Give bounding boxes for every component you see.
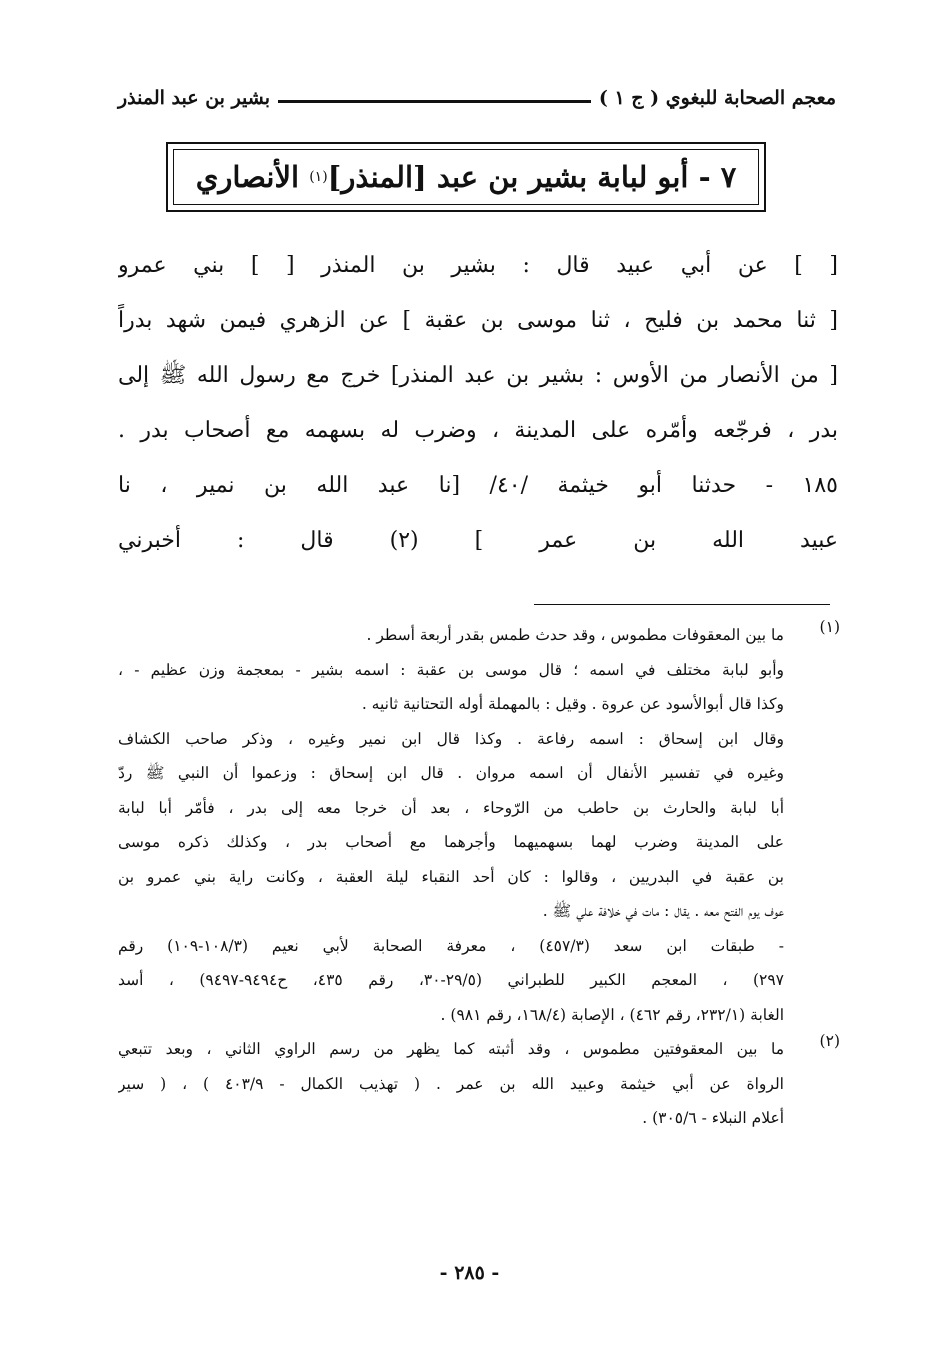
body-line: [ ] عن أبي عبيد قال : بشير بن المنذر [ ] بني عمرو [118, 253, 838, 278]
footnote-separator [534, 604, 830, 605]
entry-title-note-ref: (١) [309, 169, 328, 185]
entry-title-suffix: الأنصاري [195, 160, 300, 194]
footnote-line: ٢٩٧) ، المعجم الكبير للطبراني (٢٩/٥-٣٠، رقم ٤٣٥، ح٩٤٩٤-٩٤٩٧) ، أسد [118, 971, 784, 989]
footnote-line: أبا لبابة والحارث بن حاطب من الرّوحاء ، بعد أن خرجا معه إلى بدر ، فأمّر أبا لبابة [118, 798, 784, 817]
header-book-title: معجم الصحابة للبغوي ( ج ١ ) [598, 87, 836, 109]
footnote-line: عوف يوم الفتح معه . يقال : مات في خلافة علي ﷺ . [542, 902, 784, 920]
footnote-line: ما بين المعقوفتين مطموس ، وقد أثبته كما يظهر من رسم الراوي الثاني ، وبعد تتبعي [118, 1040, 784, 1058]
footnote-1 [118, 618, 840, 1032]
header-entry-name: بشير بن عبد المنذر [118, 87, 271, 109]
footnote-line: - طبقات ابن سعد (٤٥٧/٣) ، معرفة الصحابة لأبي نعيم (١٠٨/٣-١٠٩) رقم [118, 936, 784, 955]
header-rule [278, 100, 591, 103]
footnote-line: ما بين المعقوفات مطموس ، وقد حدث طمس بقدر أربعة أسطر . [366, 626, 784, 644]
footnote-2 [118, 1032, 840, 1136]
body-line: [ ثنا محمد بن فليح ، ثنا موسى بن عقبة ] عن الزهري فيمن شهد بدراً [118, 308, 838, 333]
running-header [118, 84, 836, 112]
footnote-line: وغيره في تفسير الأنفال أن اسمه مروان . قال ابن إسحاق : وزعموا أن النبي ﷺ ردّ [118, 764, 784, 782]
body-line: عبيد الله بن عمر ] (٢) قال : أخبرني [118, 528, 838, 553]
footnote-line: على المدينة وضرب لهما بسهميهما وأجرهما مع أصحاب بدر ، وكذلك ذكره موسى [118, 833, 784, 851]
page-number: - ٢٨٥ - [439, 1262, 500, 1284]
main-text [118, 238, 838, 568]
footnote-line: وأبو لبابة مختلف في اسمه ؛ قال موسى بن عقبة : اسمه بشير - بمعجمة وزن عظيم - ، [118, 660, 784, 679]
entry-title [168, 144, 764, 210]
body-line: ١٨٥ - حدثنا أبو خيثمة /٤٠/ [نا عبد الله بن نمير ، نا [118, 473, 838, 498]
footnote-line: الغابة (٢٣٢/١، رقم ٤٦٢) ، الإصابة (١٦٨/٤، رقم ٩٨١) . [440, 1005, 784, 1024]
footnote-line: وكذا قال أبوالأسود عن عروة . وقيل : بالمهملة أوله التحتانية ثانيه . [361, 695, 784, 713]
entry-title-text: ٧ - أبو لبابة بشير بن عبد [المنذر] [327, 160, 737, 194]
footnote-line: أعلام النبلاء - ٣٠٥/٦) . [642, 1109, 784, 1127]
footnote-line: وقال ابن إسحاق : اسمه رفاعة . وكذا قال ابن نمير وغيره ، وذكر صاحب الكشاف [118, 729, 784, 748]
body-line: بدر ، فرجّعه وأمّره على المدينة ، وضرب له بسهمه مع أصحاب بدر . [118, 418, 838, 443]
footnote-line: الرواة عن أبي خيثمة وعبيد الله بن عمر . ( تهذيب الكمال - ٤٠٣/٩ ) ، ( سير [118, 1074, 784, 1093]
footnotes [118, 618, 840, 1136]
footnote-number: (٢) [819, 1032, 840, 1050]
footnote-line: بن عقبة في البدريين ، وقالوا : كان أحد النقباء ليلة العقبة ، وكانت راية بني عمرو بن [118, 867, 784, 886]
entry-title-box [166, 142, 766, 212]
body-line: [ من الأنصار من الأوس : بشير بن عبد المنذر] خرج مع رسول الله ﷺ إلى [118, 363, 838, 388]
footnote-number: (١) [819, 618, 840, 636]
